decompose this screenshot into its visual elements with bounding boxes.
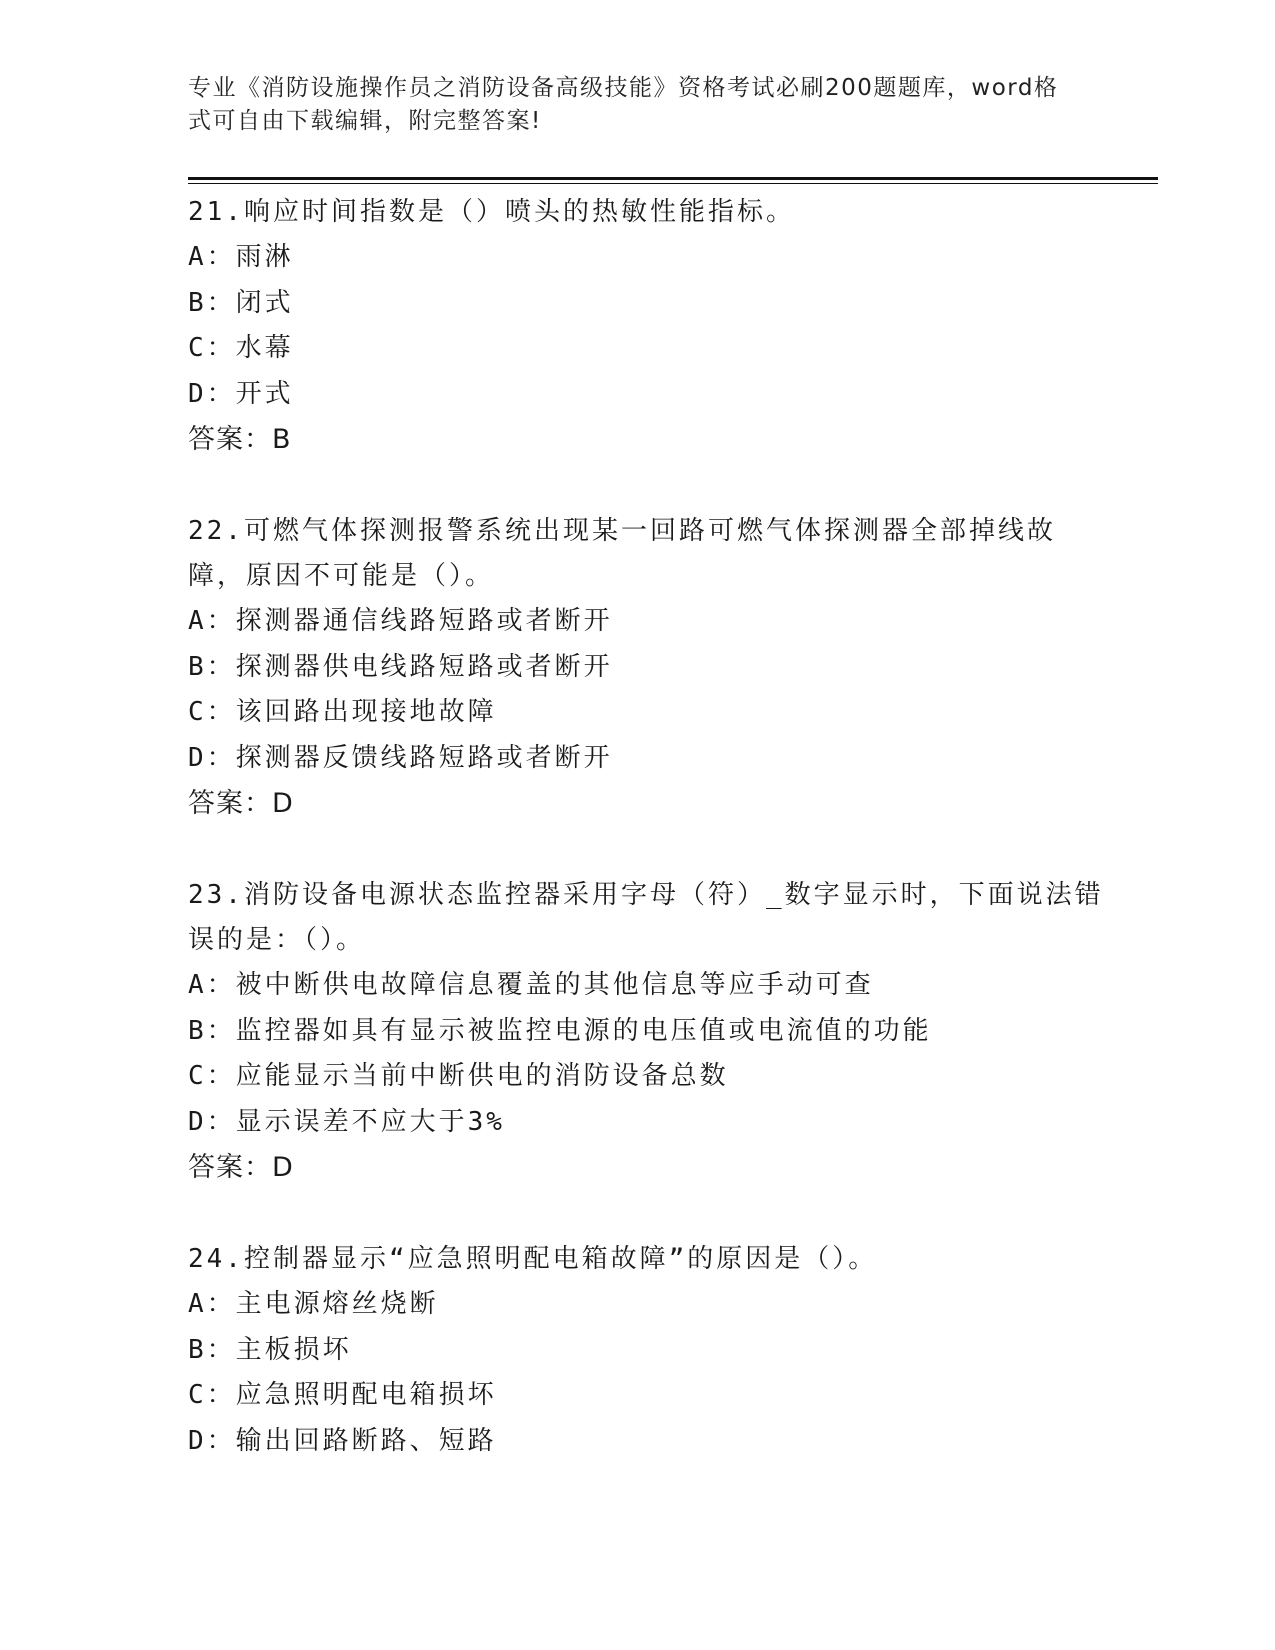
option-d: D：探测器反馈线路短路或者断开 [188, 742, 613, 773]
answer-line: 答案：B [188, 424, 292, 455]
option-c: C：应能显示当前中断供电的消防设备总数 [188, 1061, 729, 1091]
question-21 [188, 190, 1108, 463]
header-divider-thick [188, 177, 1158, 180]
option-d: D：开式 [188, 378, 294, 409]
option-c: C：该回路出现接地故障 [188, 697, 497, 727]
option-a: A：雨淋 [188, 242, 294, 272]
question-text: 24.控制器显示“应急照明配电箱故障”的原因是（）。 [188, 1244, 878, 1274]
document-header: 专业《消防设施操作员之消防设备高级技能》资格考试必刷200题题库，word格式可自由下载编辑，附完整答案! [188, 75, 1059, 134]
answer-line: 答案：D [188, 1152, 294, 1183]
option-c: C：水幕 [188, 333, 294, 363]
option-d: D：显示误差不应大于3% [188, 1106, 505, 1137]
answer-line: 答案：D [188, 788, 294, 819]
option-c: C：应急照明配电箱损坏 [188, 1380, 497, 1410]
option-d: D：输出回路断路、短路 [188, 1425, 497, 1456]
option-a: A：主电源熔丝烧断 [188, 1289, 439, 1319]
option-a: A：被中断供电故障信息覆盖的其他信息等应手动可查 [188, 970, 874, 1000]
question-23 [188, 873, 1108, 1191]
header-divider-thin [188, 183, 1158, 184]
question-text: 23.消防设备电源状态监控器采用字母（符）_数字显示时，下面说法错误的是：（）。 [188, 880, 1104, 955]
question-text: 21.响应时间指数是（）喷头的热敏性能指标。 [188, 197, 795, 227]
option-a: A：探测器通信线路短路或者断开 [188, 606, 613, 636]
question-list [188, 190, 1108, 1510]
option-b: B：主板损坏 [188, 1334, 352, 1365]
option-b: B：探测器供电线路短路或者断开 [188, 651, 613, 682]
question-24 [188, 1237, 1108, 1464]
option-b: B：闭式 [188, 287, 294, 318]
question-22 [188, 509, 1108, 827]
option-b: B：监控器如具有显示被监控电源的电压值或电流值的功能 [188, 1015, 932, 1046]
question-text: 22.可燃气体探测报警系统出现某一回路可燃气体探测器全部掉线故障，原因不可能是（）。 [188, 516, 1056, 591]
